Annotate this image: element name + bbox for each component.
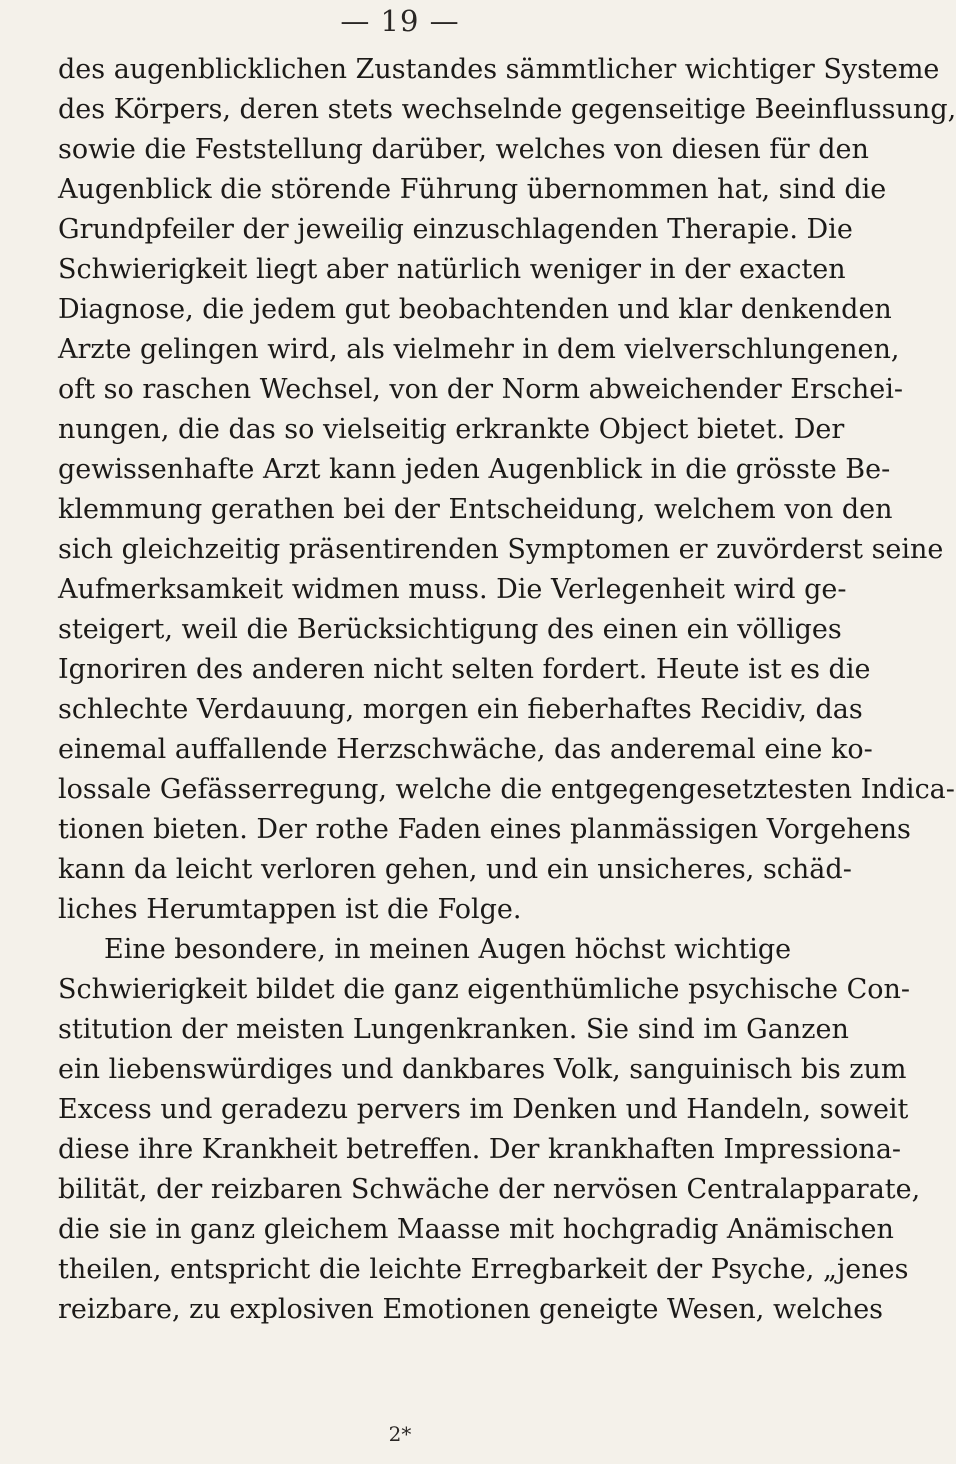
text-line: sich gleichzeitig präsentirenden Symptomen er zuvörderst seine xyxy=(58,534,944,565)
text-line: lossale Gefässerregung, welche die entgegengesetztesten Indica- xyxy=(58,774,955,805)
text-line: Augenblick die störende Führung übernommen hat, sind die xyxy=(58,174,887,205)
text-line: des augenblicklichen Zustandes sämmtlicher wichtiger Systeme xyxy=(58,54,940,85)
body-text xyxy=(58,50,956,1330)
text-line: Arzte gelingen wird, als vielmehr in dem vielverschlungenen, xyxy=(58,334,900,365)
text-line: Eine besondere, in meinen Augen höchst wichtige xyxy=(104,934,792,965)
text-line: stitution der meisten Lungenkranken. Sie sind im Ganzen xyxy=(58,1014,849,1045)
text-line: diese ihre Krankheit betreffen. Der krankhaften Impressiona- xyxy=(58,1134,902,1165)
text-line: steigert, weil die Berücksichtigung des einen ein völliges xyxy=(58,614,842,645)
text-line: Ignoriren des anderen nicht selten fordert. Heute ist es die xyxy=(58,654,871,685)
text-line: Excess und geradezu pervers im Denken und Handeln, soweit xyxy=(58,1094,909,1125)
text-line: bilität, der reizbaren Schwäche der nervösen Centralapparate, xyxy=(58,1174,921,1205)
text-line: einemal auffallende Herzschwäche, das anderemal eine ko- xyxy=(58,734,873,765)
text-line: des Körpers, deren stets wechselnde gegenseitige Beeinflussung, xyxy=(58,94,956,125)
text-line: Diagnose, die jedem gut beobachtenden und klar denkenden xyxy=(58,294,892,325)
page-number: — 19 — xyxy=(340,4,460,38)
text-line: Grundpfeiler der jeweilig einzuschlagenden Therapie. Die xyxy=(58,214,853,245)
text-line: liches Herumtappen ist die Folge. xyxy=(58,894,522,925)
text-line: ein liebenswürdiges und dankbares Volk, sanguinisch bis zum xyxy=(58,1054,907,1085)
text-line: kann da leicht verloren gehen, und ein unsicheres, schäd- xyxy=(58,854,852,885)
text-line: Schwierigkeit liegt aber natürlich weniger in der exacten xyxy=(58,254,846,285)
text-line: die sie in ganz gleichem Maasse mit hochgradig Anämischen xyxy=(58,1214,894,1245)
text-line: theilen, entspricht die leichte Erregbarkeit der Psyche, „jenes xyxy=(58,1254,909,1285)
text-line: tionen bieten. Der rothe Faden eines planmässigen Vorgehens xyxy=(58,814,911,845)
text-line: sowie die Feststellung darüber, welches von diesen für den xyxy=(58,134,869,165)
text-line: reizbare, zu explosiven Emotionen geneigte Wesen, welches xyxy=(58,1294,884,1325)
text-line: Aufmerksamkeit widmen muss. Die Verlegenheit wird ge- xyxy=(58,574,847,605)
text-line: schlechte Verdauung, morgen ein fieberhaftes Recidiv, das xyxy=(58,694,863,725)
text-line: klemmung gerathen bei der Entscheidung, welchem von den xyxy=(58,494,893,525)
text-line: Schwierigkeit bildet die ganz eigenthümliche psychische Con- xyxy=(58,974,911,1005)
signature-mark: 2* xyxy=(388,1422,412,1446)
text-line: oft so raschen Wechsel, von der Norm abweichender Erschei- xyxy=(58,374,904,405)
text-line: nungen, die das so vielseitig erkrankte Object bietet. Der xyxy=(58,414,845,445)
text-line: gewissenhafte Arzt kann jeden Augenblick in die grösste Be- xyxy=(58,454,891,485)
